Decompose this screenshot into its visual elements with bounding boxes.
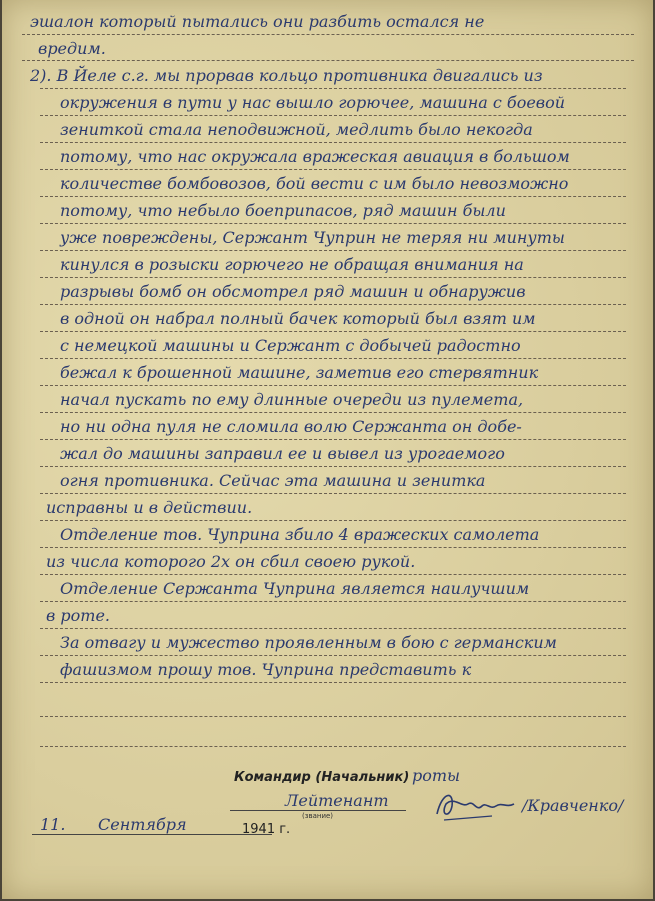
rule	[40, 304, 626, 305]
rule	[40, 412, 626, 413]
line-4: окружения в пути у нас вышло горючее, машина с боевой	[60, 93, 566, 112]
rule	[40, 169, 626, 170]
commander-label: Командир (Начальник)	[234, 770, 410, 785]
rank-caption: (звание)	[302, 812, 334, 820]
line-12: в одной он набрал полный бачек который был взят им	[60, 309, 536, 328]
line-14: бежал к брошенной машине, заметив его стервятник	[60, 363, 539, 382]
rule	[40, 196, 626, 197]
rule	[40, 250, 626, 251]
rule	[40, 142, 626, 143]
rule	[22, 34, 634, 35]
line-15: начал пускать по ему длинные очереди из пулемета,	[60, 390, 524, 409]
date-day: 11.	[40, 815, 66, 834]
rule	[40, 331, 626, 332]
rule	[40, 493, 626, 494]
handwritten-signature	[432, 786, 522, 830]
document-page	[2, 0, 653, 899]
unit-handwritten: роты	[412, 766, 461, 785]
rank-handwritten: Лейтенант	[285, 791, 389, 810]
rule	[40, 115, 626, 116]
line-17: жал до машины заправил ее и вывел из урогаемого	[60, 444, 505, 463]
line-21: из числа которого 2х он сбил своею рукой.	[46, 552, 416, 571]
rule	[40, 520, 626, 521]
line-8: потому, что небыло боеприпасов, ряд машин были	[60, 201, 506, 220]
rule	[40, 601, 626, 602]
rule	[40, 655, 626, 656]
line-22: Отделение Сержанта Чуприна является наилучшим	[60, 579, 530, 598]
line-10: кинулся в розыски горючего не обращая внимания на	[60, 255, 524, 274]
rule	[40, 574, 626, 575]
line-1: эшалон который пытались они разбить остался не	[30, 12, 485, 31]
line-2: вредим.	[38, 39, 106, 58]
rule	[40, 716, 626, 717]
line-23: в роте.	[46, 606, 110, 625]
line-3: 2). В Йеле с.г. мы прорвав кольцо противника двигались из	[30, 66, 543, 85]
line-16: но ни одна пуля не сломила волю Сержанта он добе-	[60, 417, 522, 436]
rule	[40, 223, 626, 224]
date-year: 1941 г.	[242, 822, 291, 837]
line-18: огня противника. Сейчас эта машина и зенитка	[60, 471, 486, 490]
rule	[40, 628, 626, 629]
line-11: разрывы бомб он обсмотрел ряд машин и обнаружив	[60, 282, 526, 301]
rule	[40, 385, 626, 386]
rule	[40, 358, 626, 359]
date-underline	[32, 834, 272, 835]
line-7: количестве бомбовозов, бой вести с им было невозможно	[60, 174, 569, 193]
rule	[40, 277, 626, 278]
rule	[22, 60, 634, 61]
line-24: За отвагу и мужество проявленным в бою с германским	[60, 633, 557, 652]
line-6: потому, что нас окружала вражеская авиация в большом	[60, 147, 570, 166]
rule	[40, 682, 626, 683]
line-9: уже повреждены, Сержант Чуприн не теряя ни минуты	[60, 228, 565, 247]
rule	[40, 88, 626, 89]
rule	[40, 547, 626, 548]
rule	[40, 746, 626, 747]
rank-underline	[230, 810, 406, 811]
date-month: Сентября	[98, 815, 187, 834]
rule	[40, 466, 626, 467]
signature-name: /Кравченко/	[522, 796, 624, 815]
line-19: исправны и в действии.	[46, 498, 253, 517]
line-5: зениткой стала неподвижной, медлить было некогда	[60, 120, 533, 139]
line-13: с немецкой машины и Сержант с добычей радостно	[60, 336, 521, 355]
line-20: Отделение тов. Чуприна збило 4 вражеских самолета	[60, 525, 540, 544]
line-25: фашизмом прошу тов. Чуприна представить к	[60, 660, 472, 679]
rule	[40, 439, 626, 440]
